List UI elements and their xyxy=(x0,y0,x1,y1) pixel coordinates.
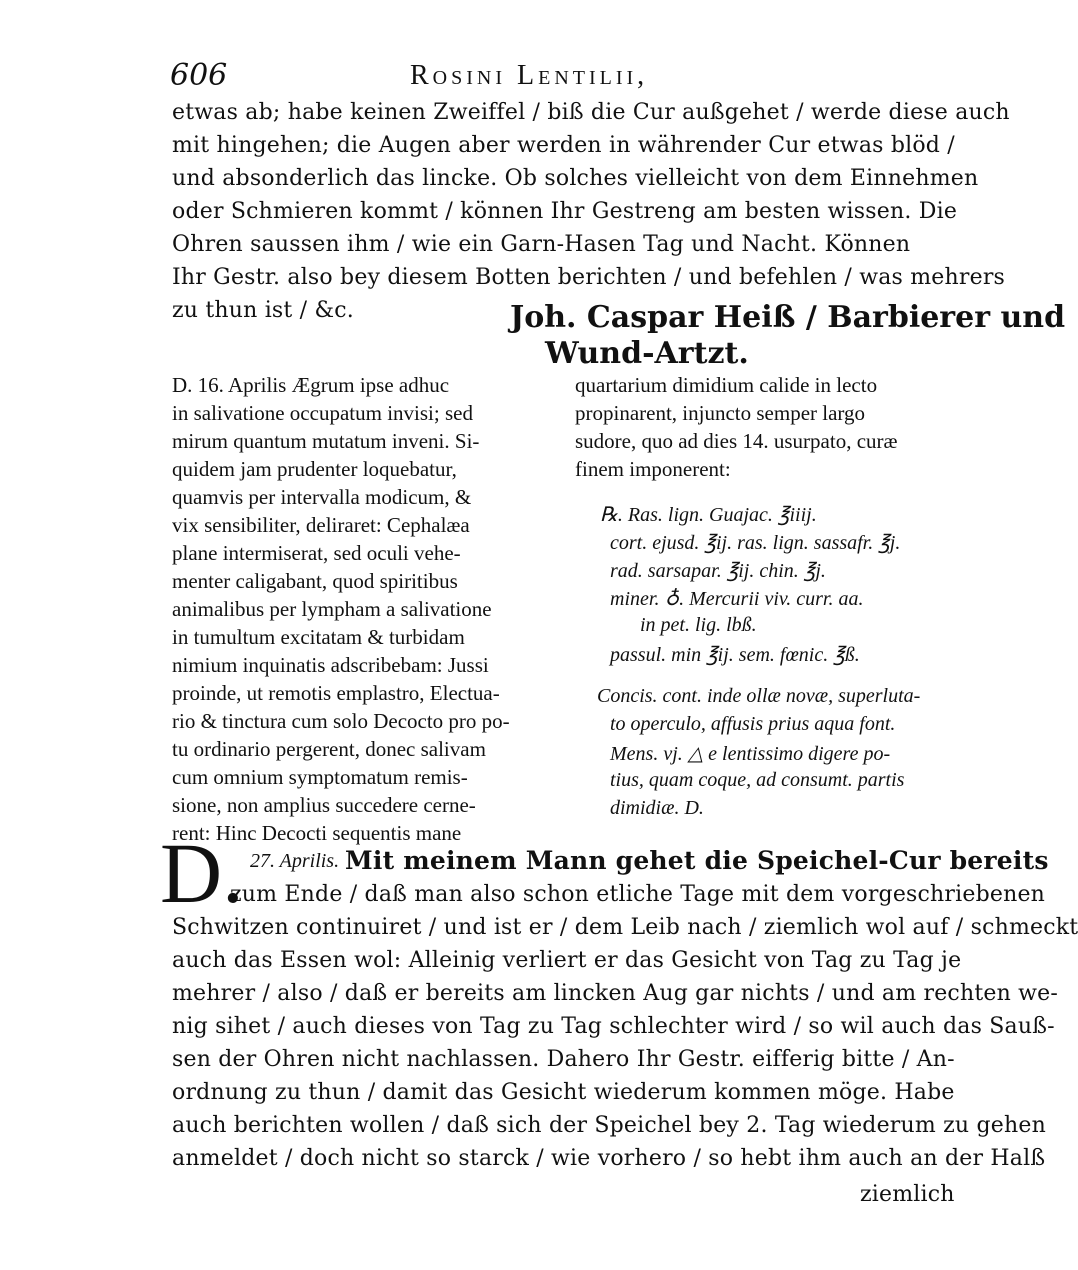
page-number: 606 xyxy=(170,58,228,93)
text-line: sione, non amplius succedere cerne- xyxy=(172,793,476,817)
text-line: etwas ab; habe keinen Zweiffel / biß die Cur außgehet / werde diese auch xyxy=(172,100,1010,125)
text-line: rio & tinctura cum solo Decocto pro po- xyxy=(172,709,510,733)
text-line: D. 16. Aprilis Ægrum ipse adhuc xyxy=(172,373,450,397)
text-line: Mens. vj. △ e lentissimo digere po- xyxy=(610,743,891,765)
text-line: mirum quantum mutatum inveni. Si- xyxy=(172,429,480,453)
text-line: Mit meinem Mann gehet die Speichel-Cur bereits xyxy=(345,846,1049,875)
text-line: plane intermiserat, sed oculi vehe- xyxy=(172,541,461,565)
text-line: finem imponerent: xyxy=(575,457,731,481)
text-line: quartarium dimidium calide in lecto xyxy=(575,373,878,397)
drop-cap: D. xyxy=(160,825,244,921)
text-line: quamvis per intervalla modicum, & xyxy=(172,485,472,509)
text-line: in tumultum excitatam & turbidam xyxy=(172,625,465,649)
signature-line: Wund-Artzt. xyxy=(545,336,749,371)
recipe-line: miner. ♁. Mercurii viv. curr. aa. xyxy=(610,588,864,610)
text-line: to operculo, affusis prius aqua font. xyxy=(610,713,896,735)
text-line: auch das Essen wol: Alleinig verliert er das Gesicht von Tag zu Tag je xyxy=(172,948,962,973)
text-line: zum Ende / daß man also schon etliche Tage mit dem vorgeschriebenen xyxy=(230,882,1046,907)
text-line: cum omnium symptomatum remis- xyxy=(172,765,468,789)
text-line: dimidiæ. D. xyxy=(610,797,704,819)
text-line: auch berichten wollen / daß sich der Speichel bey 2. Tag wiederum zu gehen xyxy=(172,1113,1046,1138)
text-line: sen der Ohren nicht nachlassen. Dahero Ihr Gestr. eifferig bitte / An- xyxy=(172,1047,955,1072)
text-line: ordnung zu thun / damit das Gesicht wiederum kommen möge. Habe xyxy=(172,1080,955,1105)
text-line: menter caligabant, quod spiritibus xyxy=(172,569,458,593)
page-header xyxy=(170,58,730,98)
recipe-line: rad. sarsapar. ℥ij. chin. ℥j. xyxy=(610,560,826,582)
text-line: tu ordinario pergerent, donec salivam xyxy=(172,737,486,761)
text-line: mit hingehen; die Augen aber werden in währender Cur etwas blöd / xyxy=(172,133,955,158)
text-line: animalibus per lympham a salivatione xyxy=(172,597,492,621)
text-line: vix sensibiliter, deliraret: Cephalæa xyxy=(172,513,470,537)
text-line: rent: Hinc Decocti sequentis mane xyxy=(172,821,462,845)
recipe-line: in pet. lig. lbß. xyxy=(640,614,757,636)
letter-date: 27. Aprilis. xyxy=(250,850,340,872)
text-line: proinde, ut remotis emplastro, Electua- xyxy=(172,681,500,705)
text-line: mehrer / also / daß er bereits am lincken Aug gar nichts / und am rechten we- xyxy=(172,981,1059,1006)
text-line: Schwitzen continuiret / und ist er / dem Leib nach / ziemlich wol auf / schmeckt xyxy=(172,915,1078,940)
text-line: nimium inquinatis adscribebam: Jussi xyxy=(172,653,489,677)
catchword: ziemlich xyxy=(860,1182,955,1207)
recipe-line: ℞. Ras. lign. Guajac. ℥iiij. xyxy=(600,504,817,526)
signature-line: Joh. Caspar Heiß / Barbierer und xyxy=(510,300,1066,335)
text-line: Ihr Gestr. also bey diesem Botten berichten / und befehlen / was mehrers xyxy=(172,265,1006,290)
text-line: und absonderlich das lincke. Ob solches vielleicht von dem Einnehmen xyxy=(172,166,979,191)
recipe-line: cort. ejusd. ℥ij. ras. lign. sassafr. ℥j. xyxy=(610,532,901,554)
text-line: tius, quam coque, ad consumt. partis xyxy=(610,769,905,791)
text-line: nig sihet / auch dieses von Tag zu Tag schlechter wird / so wil auch das Sauß- xyxy=(172,1014,1055,1039)
text-line: quidem jam prudenter loquebatur, xyxy=(172,457,457,481)
running-head: Rosini Lentilii, xyxy=(410,60,649,91)
text-line: oder Schmieren kommt / können Ihr Gestreng am besten wissen. Die xyxy=(172,199,958,224)
text-line: propinarent, injuncto semper largo xyxy=(575,401,866,425)
text-line: Ohren saussen ihm / wie ein Garn-Hasen Tag und Nacht. Können xyxy=(172,232,911,257)
text-line: in salivatione occupatum invisi; sed xyxy=(172,401,473,425)
text-line: anmeldet / doch nicht so starck / wie vorhero / so hebt ihm auch an der Halß xyxy=(172,1146,1046,1171)
text-line: sudore, quo ad dies 14. usurpato, curæ xyxy=(575,429,898,453)
recipe-line: passul. min ℥ij. sem. fœnic. ℥ß. xyxy=(610,644,860,666)
text-line: zu thun ist / &c. xyxy=(172,298,354,323)
text-line: Concis. cont. inde ollæ novæ, superluta- xyxy=(597,685,921,707)
